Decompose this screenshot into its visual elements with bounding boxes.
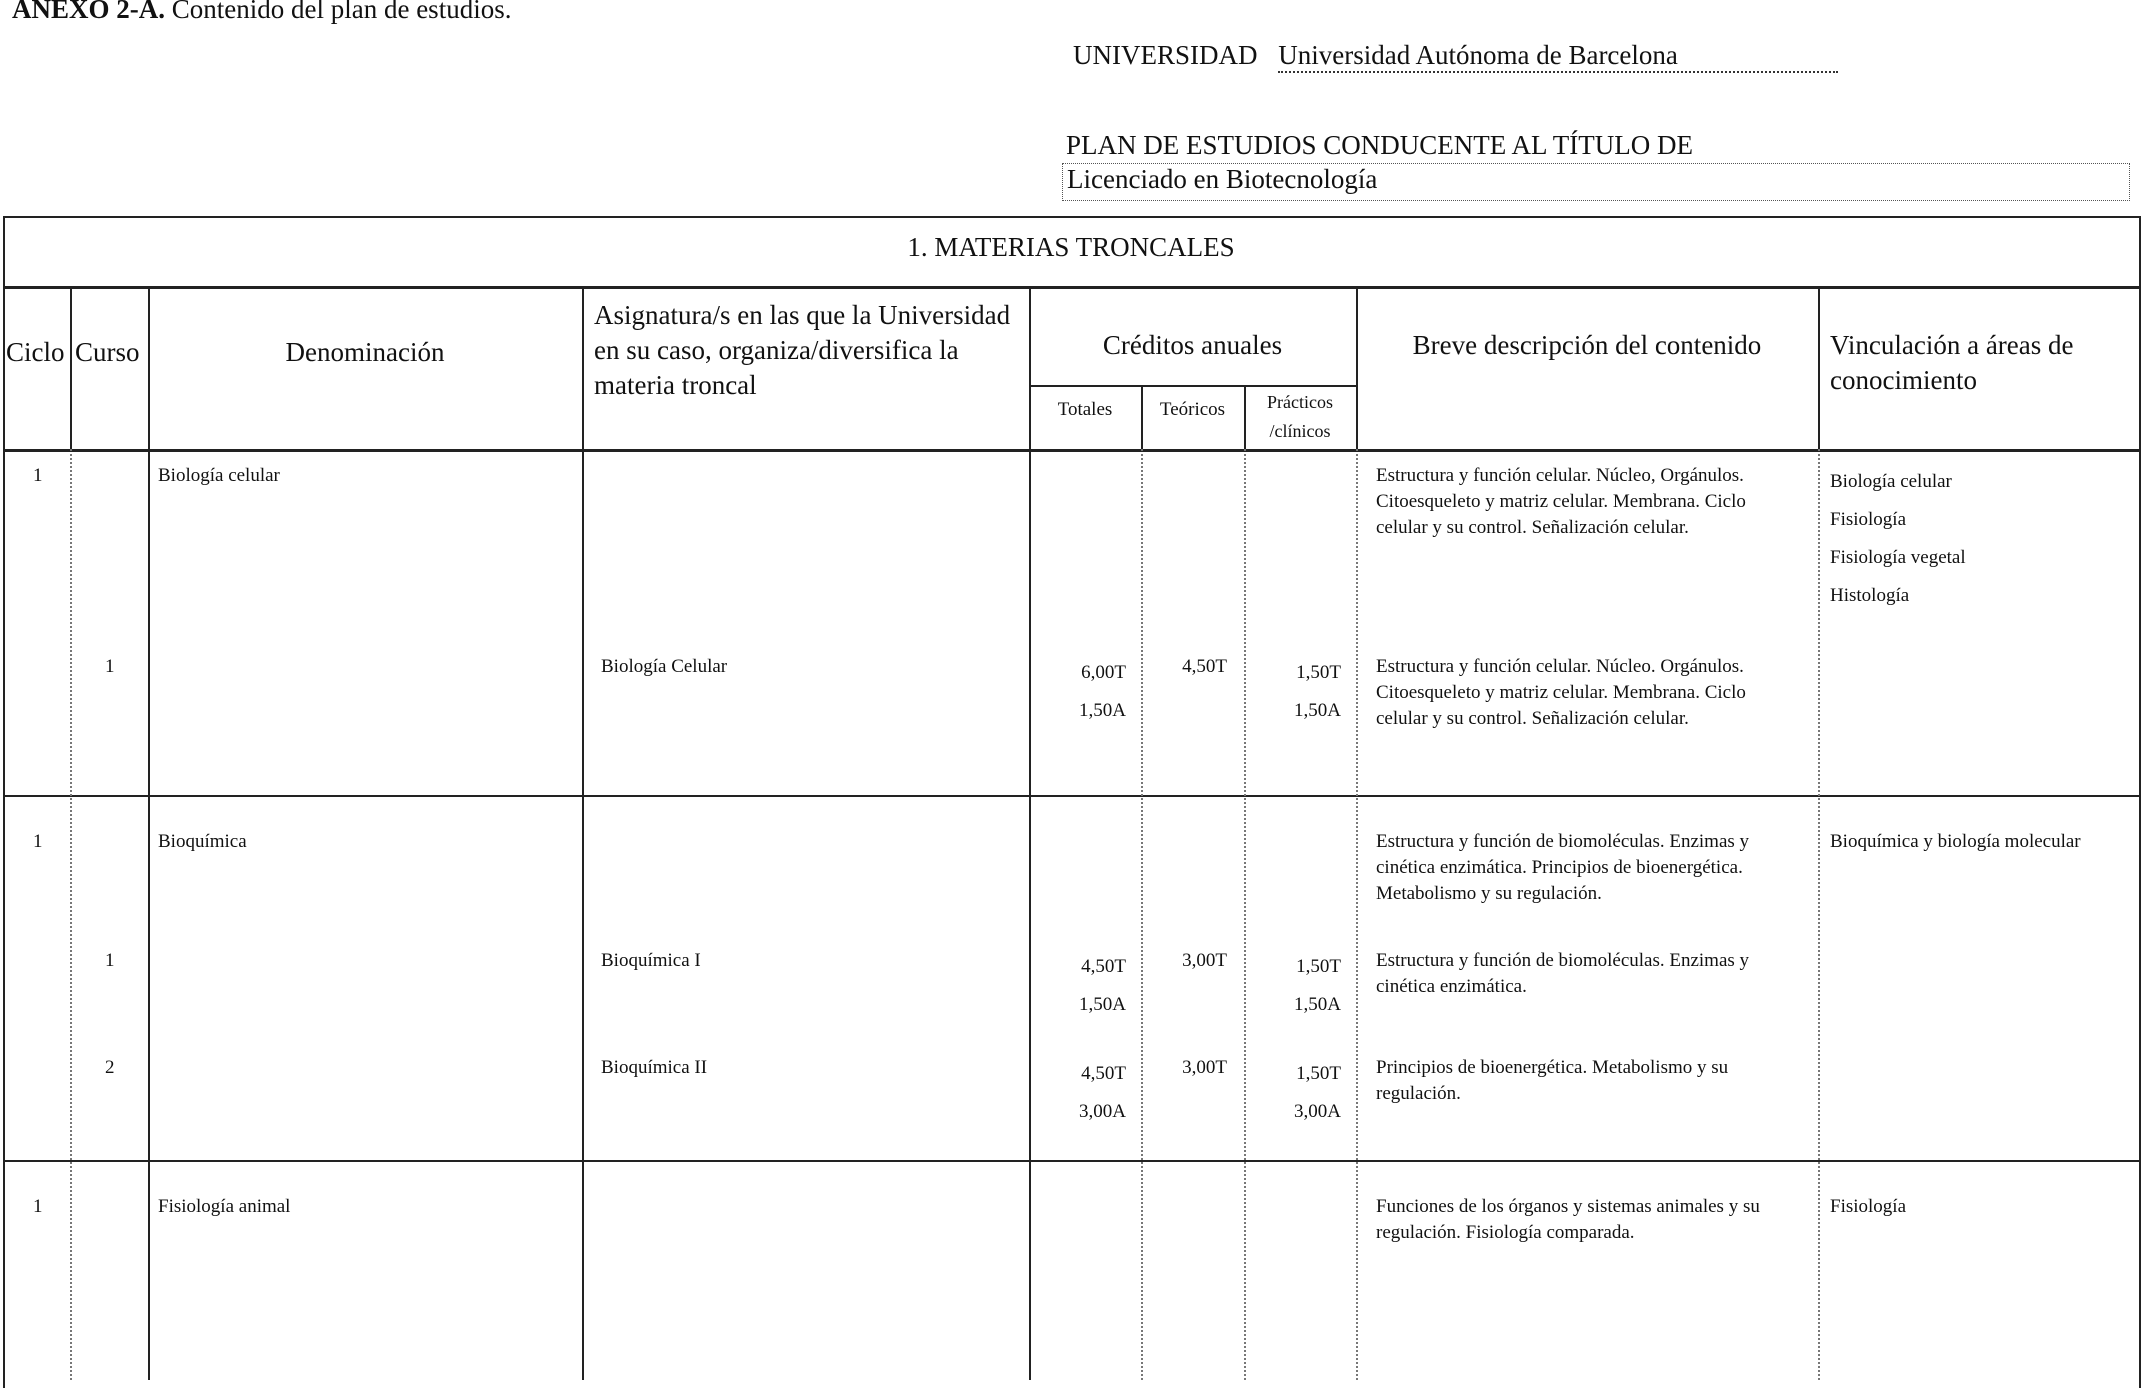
materias-table — [3, 216, 2141, 1388]
table-title: 1. MATERIAS TRONCALES — [907, 232, 1235, 262]
subject-asignatura: Bioquímica II — [601, 1057, 708, 1078]
subject-descripcion: Estructura y función de biomoléculas. Enzimas y cinética enzimática. — [1376, 950, 1750, 997]
section-ciclo: 1 — [33, 1196, 43, 1217]
area-item: Histología — [1830, 585, 1910, 606]
university-label: UNIVERSIDAD — [1073, 40, 1258, 70]
col-practicos: Prácticos /clínicos — [1267, 392, 1333, 441]
subject-asignatura: Bioquímica I — [601, 950, 701, 971]
section-areas — [1830, 463, 1966, 615]
col-descripcion: Breve descripción del contenido — [1412, 330, 1762, 360]
plan-value: Licenciado en Biotecnología — [1062, 163, 2130, 201]
subject-descripcion: Principios de bioenergética. Metabolismo y su regulación. — [1376, 1057, 1729, 1104]
university-row — [1073, 40, 1838, 73]
section-denominacion: Biología celular — [158, 465, 280, 486]
col-vinculacion: Vinculación a áreas de conocimiento — [1830, 330, 2074, 395]
subject-teoricos: 3,00T — [1182, 950, 1227, 971]
annex-heading — [12, 0, 511, 25]
subject-practicos: 1,50T 1,50A — [1294, 662, 1341, 721]
annex-text: Contenido del plan de estudios. — [171, 0, 512, 24]
subject-totales: 4,50T 3,00A — [1079, 1063, 1126, 1122]
section-descripcion: Estructura y función celular. Núcleo, Orgánulos. Citoesqueleto y matriz celular. Membrana. Ciclo celular y su control. Señalización celular. — [1376, 465, 1746, 538]
subject-descripcion: Estructura y función celular. Núcleo. Orgánulos. Citoesqueleto y matriz celular. Membrana. Ciclo celular y su control. Señalización celular. — [1376, 656, 1746, 729]
col-ciclo: Ciclo — [6, 337, 65, 367]
section-descripcion: Estructura y función de biomoléculas. Enzimas y cinética enzimática. Principios de bioenergética. Metabolismo y su regulación. — [1376, 831, 1750, 904]
subject-curso: 1 — [105, 656, 115, 677]
section-denominacion: Fisiología animal — [158, 1196, 291, 1217]
plan-label: PLAN DE ESTUDIOS CONDUCENTE AL TÍTULO DE — [1066, 130, 1693, 160]
subject-practicos: 1,50T 1,50A — [1294, 956, 1341, 1015]
subject-totales: 6,00T 1,50A — [1079, 662, 1126, 721]
col-creditos: Créditos anuales — [1102, 330, 1283, 360]
area-item: Fisiología vegetal — [1830, 547, 1966, 568]
area-item: Biología celular — [1830, 471, 1952, 492]
annex-label: ANEXO 2-A. — [12, 0, 165, 24]
subject-totales: 4,50T 1,50A — [1079, 956, 1126, 1015]
subject-asignatura: Biología Celular — [601, 656, 728, 677]
subject-teoricos: 4,50T — [1182, 656, 1227, 677]
col-totales: Totales — [1057, 399, 1113, 420]
subject-curso: 1 — [105, 950, 115, 971]
subject-curso: 2 — [105, 1057, 115, 1078]
col-asignaturas: Asignatura/s en las que la Universidad en su caso, organiza/diversifica la materia troncal — [594, 300, 1011, 400]
university-value: Universidad Autónoma de Barcelona — [1278, 40, 1838, 73]
col-curso: Curso — [75, 337, 140, 367]
col-denominacion: Denominación — [285, 337, 445, 367]
section-descripcion: Funciones de los órganos y sistemas animales y su regulación. Fisiología comparada. — [1376, 1196, 1760, 1243]
subject-teoricos: 3,00T — [1182, 1057, 1227, 1078]
subject-practicos: 1,50T 3,00A — [1294, 1063, 1341, 1122]
section-ciclo: 1 — [33, 465, 43, 486]
section-ciclo: 1 — [33, 831, 43, 852]
area-item: Bioquímica y biología molecular — [1830, 831, 2081, 852]
section-denominacion: Bioquímica — [158, 831, 247, 852]
col-teoricos: Teóricos — [1159, 399, 1226, 420]
area-item: Fisiología — [1830, 1196, 1907, 1217]
area-item: Fisiología — [1830, 509, 1907, 530]
